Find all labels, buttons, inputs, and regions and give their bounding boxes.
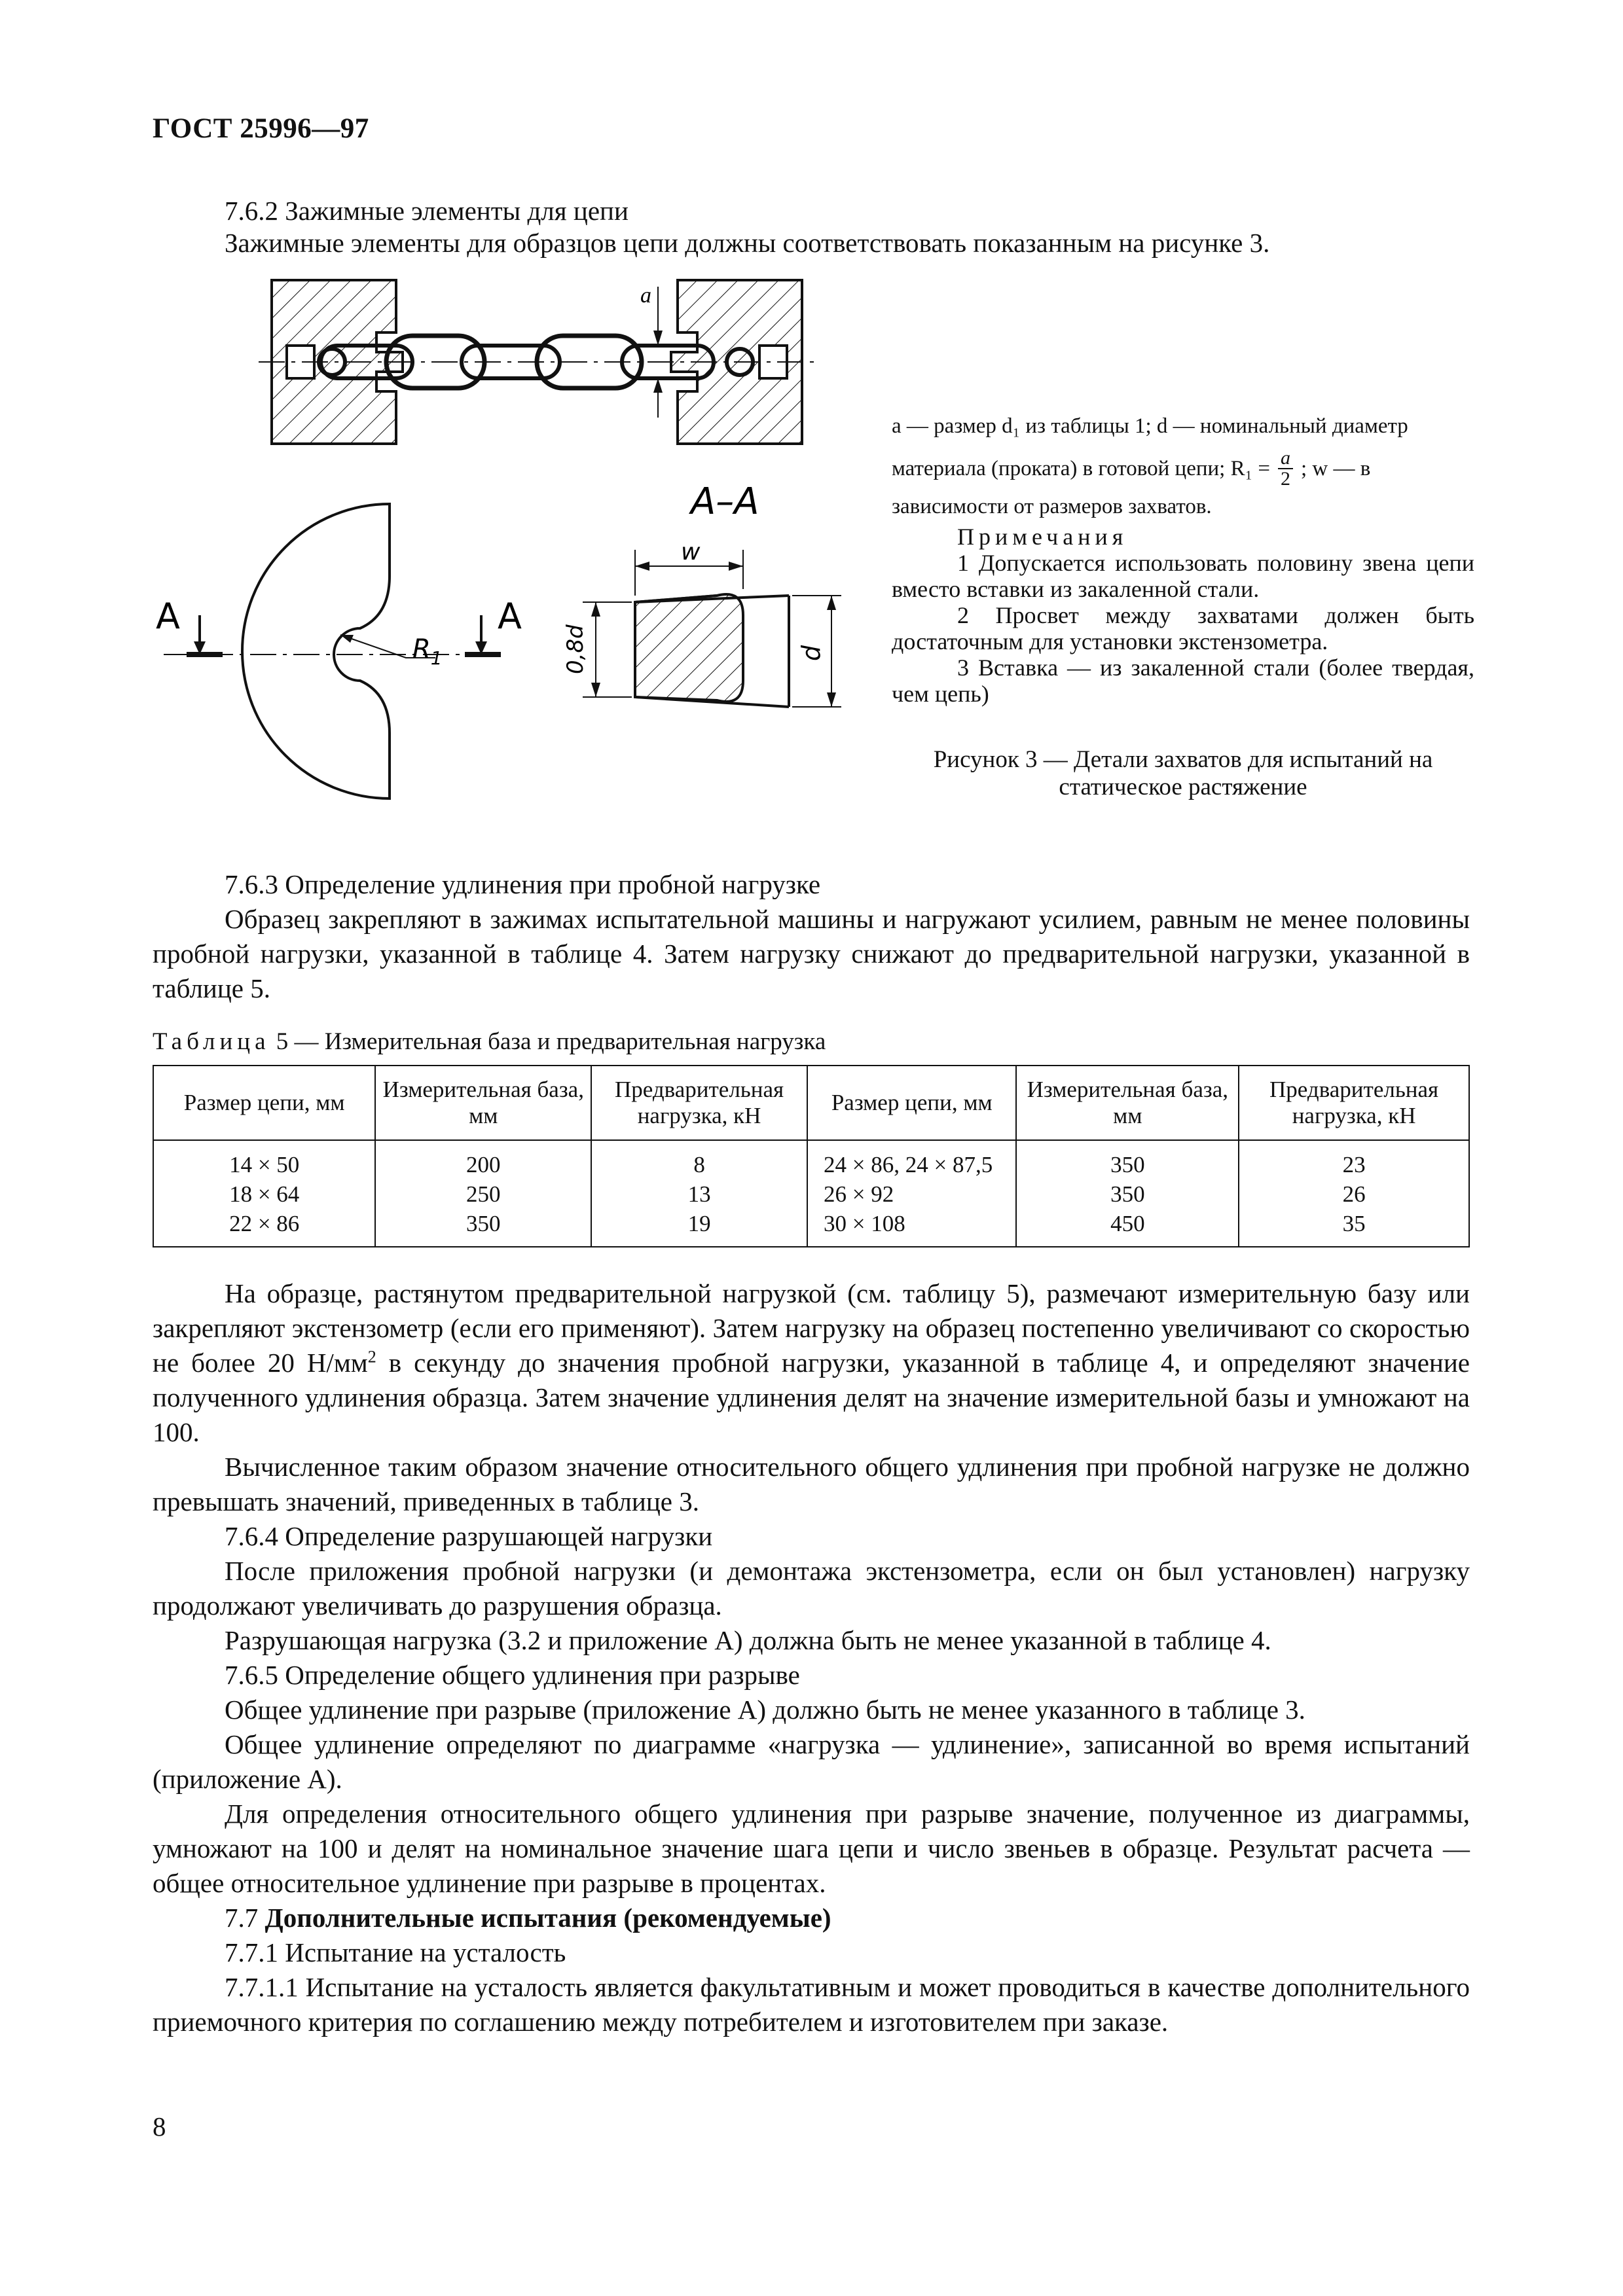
cut-label-right: А: [498, 596, 522, 637]
table-5-caption: [153, 1028, 826, 1056]
table-header-cell: Размер цепи, мм: [807, 1066, 1016, 1140]
table-cell: 22 × 86: [153, 1209, 375, 1247]
table-header-row: [153, 1066, 1469, 1140]
legend-line-1: a — размер d₁ из таблицы 1; d — номинальный диаметр: [892, 414, 1408, 438]
figure-3-drawing: [124, 262, 877, 825]
table-cell: 8: [591, 1140, 807, 1179]
label-a: a: [640, 283, 651, 308]
table-cell: 200: [375, 1140, 591, 1179]
table-cell: 35: [1239, 1209, 1469, 1247]
paragraph-diagram: Общее удлинение определяют по диаграмме «нагрузка — удлинение», записанной во время испытаний (приложение А).: [153, 1729, 1470, 1794]
table-row: [153, 1179, 1469, 1209]
section-label-a-a: А–А: [691, 480, 759, 523]
table-cell: 30 × 108: [807, 1209, 1016, 1247]
paragraph-extensometer: На образце, растянутом предварительной нагрузкой (см. таблицу 5), размечают измерительную базу или закрепляют экстензометр (если его применяют). Затем нагрузку на образец постепенно увеличивают со скоростью не более 20 $Н/мм^2$ в секунду до значения пробной нагрузки, указанной в таблице 4, и определяют значение полученного удлинения образца. Затем значение удлинения делят на значение измерительной базы и умножают на 100.: [153, 1278, 1470, 1447]
table-cell: 23: [1239, 1140, 1469, 1179]
document-header: ГОСТ 25996—97: [153, 113, 369, 144]
figure-legend: [892, 412, 1474, 521]
figure-caption-line-2: статическое растяжение: [1059, 774, 1307, 800]
page-number: 8: [153, 2111, 166, 2142]
section-7-6-5-title: 7.6.5 Определение общего удлинения при разрыве: [225, 1660, 800, 1690]
paragraph-after-proof-load: После приложения пробной нагрузки (и демонтажа экстензометра, если он был установлен) нагрузку продолжают увеличивать до разрушения образца.: [153, 1556, 1470, 1621]
cut-label-left: А: [156, 596, 180, 637]
table-header-cell: Размер цепи, мм: [153, 1066, 375, 1140]
section-7-6-3-para: Образец закрепляют в зажимах испытательной машины и нагружают усилием, равным не менее половины пробной нагрузки, указанной в таблице 4. Затем нагрузку снижают до предварительной нагрузки, указанной в таблице 5.: [153, 904, 1470, 1003]
table-row: [153, 1209, 1469, 1247]
insert-half-disc: [164, 504, 501, 798]
table-5: [153, 1065, 1470, 1247]
table-cell: 450: [1016, 1209, 1239, 1247]
table-cell: 350: [1016, 1140, 1239, 1179]
figure-caption-line-1: Рисунок 3 — Детали захватов для испытаний на: [933, 746, 1433, 773]
figure-notes: [892, 524, 1474, 707]
table-cell: 250: [375, 1179, 591, 1209]
table-header-cell: Предварительная нагрузка, кН: [1239, 1066, 1469, 1140]
table-header-cell: Предварительная нагрузка, кН: [591, 1066, 807, 1140]
figure-caption: [892, 746, 1474, 801]
table-cell: 26 × 92: [807, 1179, 1016, 1209]
table-cell: 14 × 50: [153, 1140, 375, 1179]
section-7-7-title: 7.7 Дополнительные испытания (рекомендуемые): [225, 1903, 831, 1933]
section-7-6-2-title: 7.6.2 Зажимные элементы для цепи: [225, 196, 629, 226]
table-cell: 24 × 86, 24 × 87,5: [807, 1140, 1016, 1179]
table-cell: 18 × 64: [153, 1179, 375, 1209]
table-header-cell: Измерительная база, мм: [375, 1066, 591, 1140]
table-header-cell: Измерительная база, мм: [1016, 1066, 1239, 1140]
note-3: 3 Вставка — из закаленной стали (более твердая, чем цепь): [892, 655, 1474, 707]
note-2: 2 Просвет между захватами должен быть достаточным для установки экстензометра.: [892, 602, 1474, 655]
section-a-a-drawing: [583, 550, 841, 707]
table-5-caption-title: 5 — Измерительная база и предварительная нагрузка: [276, 1028, 826, 1055]
paragraph-relative-elongation: Вычисленное таким образом значение относительного общего удлинения при пробной нагрузке не должно превышать значений, приведенных в таблице 3.: [153, 1452, 1470, 1516]
legend-line-2-right: ; w — в: [1300, 456, 1371, 480]
legend-line-3: зависимости от размеров захватов.: [892, 495, 1212, 518]
label-w: w: [681, 539, 701, 565]
table-cell: 13: [591, 1179, 807, 1209]
legend-line-2-left: материала (проката) в готовой цепи; R₁ =: [892, 456, 1270, 480]
paragraph-total-elongation: Общее удлинение при разрыве (приложение А) должно быть не менее указанного в таблице 3.: [225, 1695, 1305, 1725]
table-row: [153, 1140, 1469, 1179]
post-table-text: [153, 1276, 1470, 2039]
label-0-8d: 0,8d: [562, 624, 589, 674]
table-cell: 350: [1016, 1179, 1239, 1209]
section-7-6-2-text: Зажимные элементы для образцов цепи должны соответствовать показанным на рисунке 3.: [225, 228, 1270, 258]
section-7-6-3-title: 7.6.3 Определение удлинения при пробной нагрузке: [225, 869, 821, 899]
table-cell: 19: [591, 1209, 807, 1247]
label-r1: $R_1$: [412, 634, 443, 669]
chain-clamp-assembly: [259, 280, 818, 444]
label-d: d: [797, 645, 826, 661]
notes-title: Примечания: [957, 524, 1128, 550]
table-cell: 26: [1239, 1179, 1469, 1209]
section-7-7-1-title: 7.7.1 Испытание на усталость: [225, 1937, 566, 1967]
section-7-6-4-title: 7.6.4 Определение разрушающей нагрузки: [225, 1521, 713, 1551]
table-5-caption-word: Таблица: [153, 1028, 270, 1055]
legend-fraction: $\frac{a}{2}$: [1278, 448, 1293, 489]
table-cell: 350: [375, 1209, 591, 1247]
note-1: 1 Допускается использовать половину звена цепи вместо вставки из закаленной стали.: [892, 550, 1474, 602]
paragraph-7-7-1-1: 7.7.1.1 Испытание на усталость является факультативным и может проводиться в качестве дополнительного приемочного критерия по соглашению между потребителем и изготовителем при заказе.: [153, 1972, 1470, 2037]
paragraph-calculation: Для определения относительного общего удлинения при разрыве значение, полученное из диаграммы, умножают на 100 и делят на номинальное значение шага цепи и число звеньев в образце. Результат расчета — общее относительное удлинение при разрыве в процентах.: [153, 1799, 1470, 1898]
paragraph-breaking-load: Разрушающая нагрузка (3.2 и приложение А) должна быть не менее указанной в таблице 4.: [225, 1625, 1271, 1655]
